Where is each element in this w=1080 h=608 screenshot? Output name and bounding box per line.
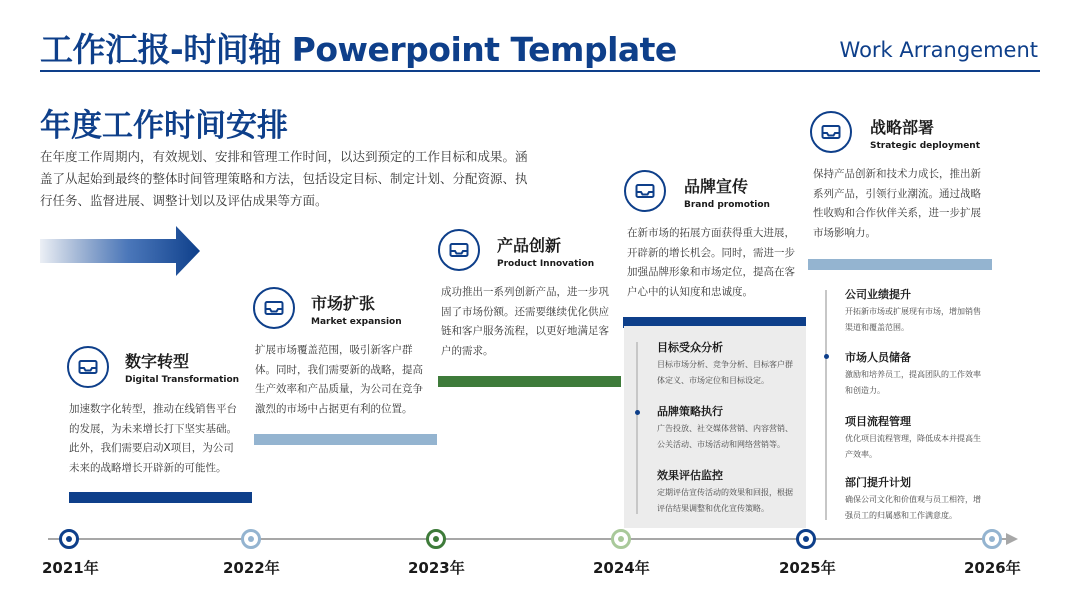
panel-guide-line (636, 342, 638, 514)
timeline-dot-2024 (611, 529, 631, 549)
year-label-2024: 2024年 (593, 559, 650, 577)
panel-dot (635, 410, 640, 415)
header-divider (40, 70, 1040, 72)
strategy-guide-line (825, 290, 827, 520)
brand-item-title: 效果评估监控 (657, 469, 723, 482)
stage-subtitle-product: Product Innovation (497, 259, 595, 269)
timeline-dot-2025 (796, 529, 816, 549)
stage-bar-strategy (808, 259, 992, 270)
timeline-dot-2023 (426, 529, 446, 549)
inbox-tray-icon (253, 287, 295, 329)
inbox-tray-icon (810, 111, 852, 153)
stage-title-strategy: 战略部署 (870, 118, 935, 137)
stage-text-product: 成功推出一系列创新产品，进一步巩固了市场份额。还需要继续优化供应链和客户服务流程，以更好地满足客户的需求。 (441, 286, 609, 357)
stage-title-brand: 品牌宣传 (684, 177, 749, 196)
year-label-2021: 2021年 (42, 559, 99, 577)
page-title: 工作汇报-时间轴 Powerpoint Template (40, 30, 677, 69)
timeline-dot-2026 (982, 529, 1002, 549)
year-label-2026: 2026年 (964, 559, 1021, 577)
brand-item-title: 目标受众分析 (657, 341, 723, 354)
year-label-2022: 2022年 (223, 559, 280, 577)
stage-subtitle-digital: Digital Transformation (125, 375, 240, 385)
stage-title-digital: 数字转型 (125, 352, 190, 371)
brand-item-text: 广告投放、社交媒体营销、内容营销、公关活动、市场活动和网络营销等。 (657, 424, 793, 449)
year-label-2025: 2025年 (779, 559, 836, 577)
stage-title-product: 产品创新 (497, 236, 562, 255)
page-subtitle: Work Arrangement (839, 38, 1038, 62)
section-heading: 年度工作时间安排 (40, 108, 288, 144)
intro-text: 在年度工作周期内，有效规划、安排和管理工作时间，以达到预定的工作目标和成果。涵盖了从起始到最终的整体时间管理策略和方法，包括设定目标、制定计划、分配资源、执行任务、监督进展、调整计划以及评估成果等方面。 (40, 149, 528, 208)
stage-subtitle-market: Market expansion (311, 317, 402, 327)
strategy-dot (824, 354, 829, 359)
stage-title-market: 市场扩张 (311, 294, 376, 313)
brand-detail-panel (624, 326, 806, 528)
timeline-dot-2022 (241, 529, 261, 549)
timeline-dot-2021 (59, 529, 79, 549)
strategy-item-text: 激励和培养员工，提高团队的工作效率和创造力。 (845, 370, 981, 395)
stage-text-strategy: 保持产品创新和技术力成长，推出新系列产品，引领行业潮流。通过战略性收购和合作伙伴关系，进一步扩展市场影响力。 (813, 168, 981, 239)
strategy-item-text: 确保公司文化和价值观与员工相符，增强员工的归属感和工作满意度。 (845, 495, 981, 520)
timeline-arrow-head (1006, 533, 1018, 545)
inbox-tray-icon (624, 170, 666, 212)
strategy-item-title: 部门提升计划 (845, 476, 911, 489)
brand-item-text: 目标市场分析、竞争分析、目标客户群体定义、市场定位和目标设定。 (657, 360, 793, 385)
stage-text-brand: 在新市场的拓展方面获得重大进展，开辟新的增长机会。同时，需进一步加强品牌形象和市场定位，提高在客户心中的认知度和忠诚度。 (627, 227, 795, 298)
timeline-axis (48, 538, 1008, 540)
stage-bar-digital (69, 492, 252, 503)
strategy-item-title: 公司业绩提升 (845, 288, 911, 301)
year-label-2023: 2023年 (408, 559, 465, 577)
stage-subtitle-brand: Brand promotion (684, 200, 770, 210)
stage-text-market: 扩展市场覆盖范围，吸引新客户群体。同时，我们需要新的战略，提高生产效率和产品质量，为公司在竞争激烈的市场中占据更有利的位置。 (255, 344, 423, 415)
stage-subtitle-strategy: Strategic deployment (870, 141, 981, 151)
strategy-item-text: 开拓新市场或扩展现有市场，增加销售渠道和覆盖范围。 (845, 307, 981, 332)
inbox-tray-icon (438, 229, 480, 271)
brand-item-text: 定期评估宣传活动的效果和回报，根据评估结果调整和优化宣传策略。 (657, 488, 793, 513)
right-arrow-icon (40, 226, 200, 276)
strategy-item-title: 市场人员储备 (845, 351, 911, 364)
stage-bar-product (438, 376, 621, 387)
stage-text-digital: 加速数字化转型，推动在线销售平台的发展，为未来增长打下坚实基础。此外，我们需要启动X项目，为公司未来的战略增长开辟新的可能性。 (69, 403, 237, 474)
brand-item-title: 品牌策略执行 (657, 405, 723, 418)
strategy-item-text: 优化项目流程管理，降低成本并提高生产效率。 (845, 434, 981, 459)
stage-bar-market (254, 434, 437, 445)
inbox-tray-icon (67, 346, 109, 388)
strategy-item-title: 项目流程管理 (845, 415, 911, 428)
